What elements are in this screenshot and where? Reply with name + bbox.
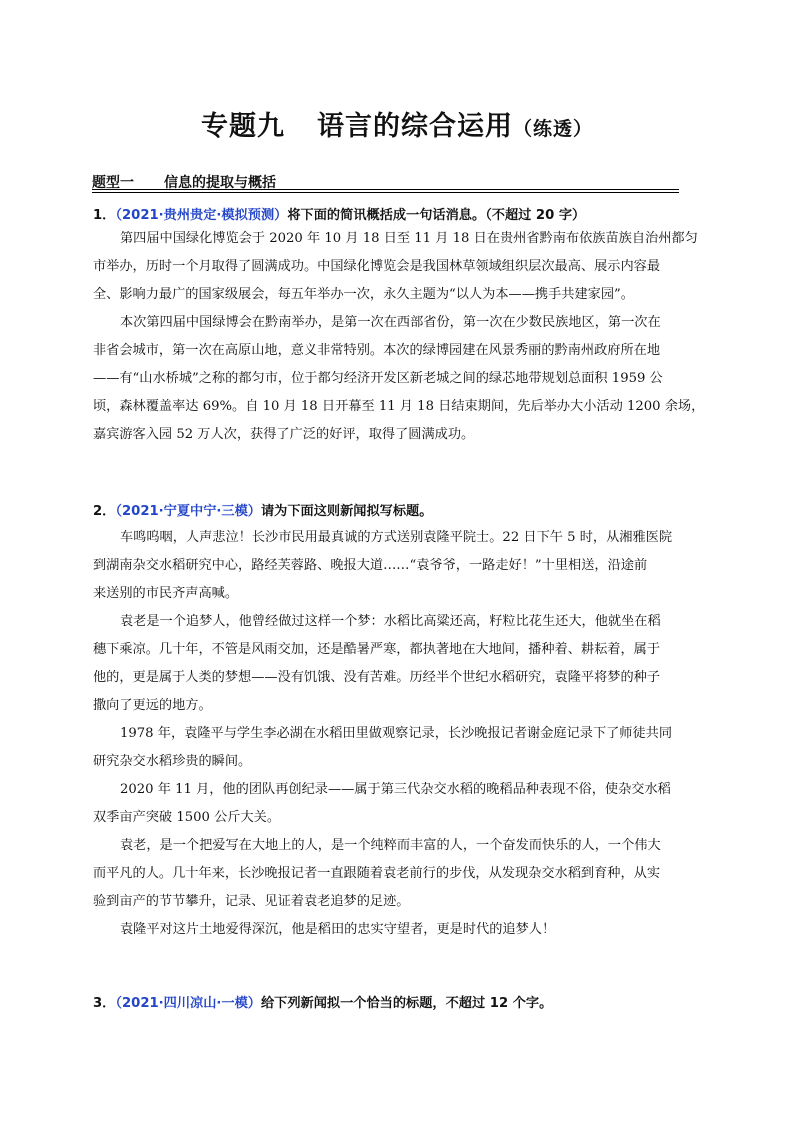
text-line: 验到亩产的节节攀升，记录、见证着袁老追梦的足迹。	[93, 894, 410, 909]
title-sub: 语言的综合运用	[316, 111, 513, 142]
text-line: ——有“山水桥城”之称的都匀市，位于都匀经济开发区新老城之间的绿芯地带规划总面积 1959 公	[93, 371, 663, 386]
title-main: 专题九	[200, 111, 285, 142]
question-prompt: 请为下面这则新闻拟写标题。	[261, 504, 433, 519]
question-source: （2021·四川凉山·一模）	[115, 996, 261, 1011]
text-line: 全、影响力最广的国家级展会，每五年举办一次，永久主题为“以人为本——携手共建家园”。	[93, 287, 634, 302]
section-name: 信息的提取与概括	[164, 175, 276, 191]
question-2-text	[93, 524, 701, 944]
text-line: 研究杂交水稻珍贵的瞬间。	[93, 754, 252, 769]
text-line: 到湖南杂交水稻研究中心，路经芙蓉路、晚报大道……“袁爷爷，一路走好！”十里相送，沿途前	[93, 558, 648, 573]
text-line: 1978 年，袁隆平与学生李必湖在水稻田里做观察记录，长沙晚报记者谢金庭记录下了师徒共同	[120, 726, 673, 741]
text-line: 来送别的市民齐声高喊。	[93, 586, 239, 601]
question-3-header	[93, 992, 693, 1011]
section-rule-2	[92, 192, 679, 193]
text-line: 顷，森林覆盖率达 69%。自 10 月 18 日开幕至 11 月 18 日结束期间，先后举办大小活动 1200 余场，	[93, 399, 705, 414]
question-1-header	[93, 204, 693, 223]
text-line: 袁隆平对这片土地爱得深沉，他是稻田的忠实守望者，更是时代的追梦人！	[120, 922, 556, 937]
question-number: 1．	[93, 208, 116, 223]
text-line: 嘉宾游客入园 52 万人次，获得了广泛的好评，取得了圆满成功。	[93, 427, 475, 442]
text-line: 袁老，是一个把爱写在大地上的人，是一个纯粹而丰富的人，一个奋发而快乐的人，一个伟大	[120, 838, 661, 853]
question-prompt: 将下面的简讯概括成一句话消息。（不超过 20 字）	[287, 208, 586, 223]
question-number: 2．	[93, 504, 116, 519]
text-line: 袁老是一个追梦人，他曾经做过这样一个梦：水稻比高粱还高，籽粒比花生还大，他就坐在稻	[120, 614, 661, 629]
text-line: 他的，更是属于人类的梦想——没有饥饿、没有苦难。历经半个世纪水稻研究，袁隆平将梦的种子	[93, 670, 661, 685]
text-line: 非省会城市，第一次在高原山地，意义非常特别。本次的绿博园建在风景秀丽的黔南州政府所在地	[93, 343, 661, 358]
text-line: 穗下乘凉。几十年，不管是风雨交加，还是酷暑严寒，都执著地在大地间，播种着、耕耘着，属于	[93, 642, 661, 657]
question-prompt: 给下列新闻拟一个恰当的标题，不超过 12 个字。	[261, 996, 553, 1011]
page-title	[0, 104, 794, 143]
question-source: （2021·宁夏中宁·三模）	[115, 504, 261, 519]
text-line: 本次第四届中国绿博会在黔南举办，是第一次在西部省份，第一次在少数民族地区，第一次在	[120, 315, 661, 330]
section-label: 题型一	[92, 175, 134, 191]
text-line: 而平凡的人。几十年来，长沙晚报记者一直跟随着袁老前行的步伐，从发现杂交水稻到育种，从实	[93, 866, 661, 881]
title-tag: （练透）	[512, 118, 593, 140]
text-line: 2020 年 11 月，他的团队再创纪录——属于第三代杂交水稻的晚稻品种表现不俗，使杂交水稻	[120, 782, 671, 797]
question-2-header	[93, 500, 693, 519]
question-1-text	[93, 225, 705, 449]
text-line: 撒向了更远的地方。	[93, 698, 212, 713]
text-line: 市举办，历时一个月取得了圆满成功。中国绿化博览会是我国林草领域组织层次最高、展示内容最	[93, 259, 661, 274]
text-line: 第四届中国绿化博览会于 2020 年 10 月 18 日至 11 月 18 日在贵州省黔南布依族苗族自治州都匀	[120, 231, 698, 246]
question-number: 3．	[93, 996, 116, 1011]
section-rule	[92, 189, 679, 190]
text-line: 车鸣呜咽，人声悲泣！长沙市民用最真诚的方式送别袁隆平院士。22 日下午 5 时，从湘雅医院	[120, 530, 673, 545]
question-source: （2021·贵州贵定·模拟预测）	[115, 208, 288, 223]
text-line: 双季亩产突破 1500 公斤大关。	[93, 810, 281, 825]
